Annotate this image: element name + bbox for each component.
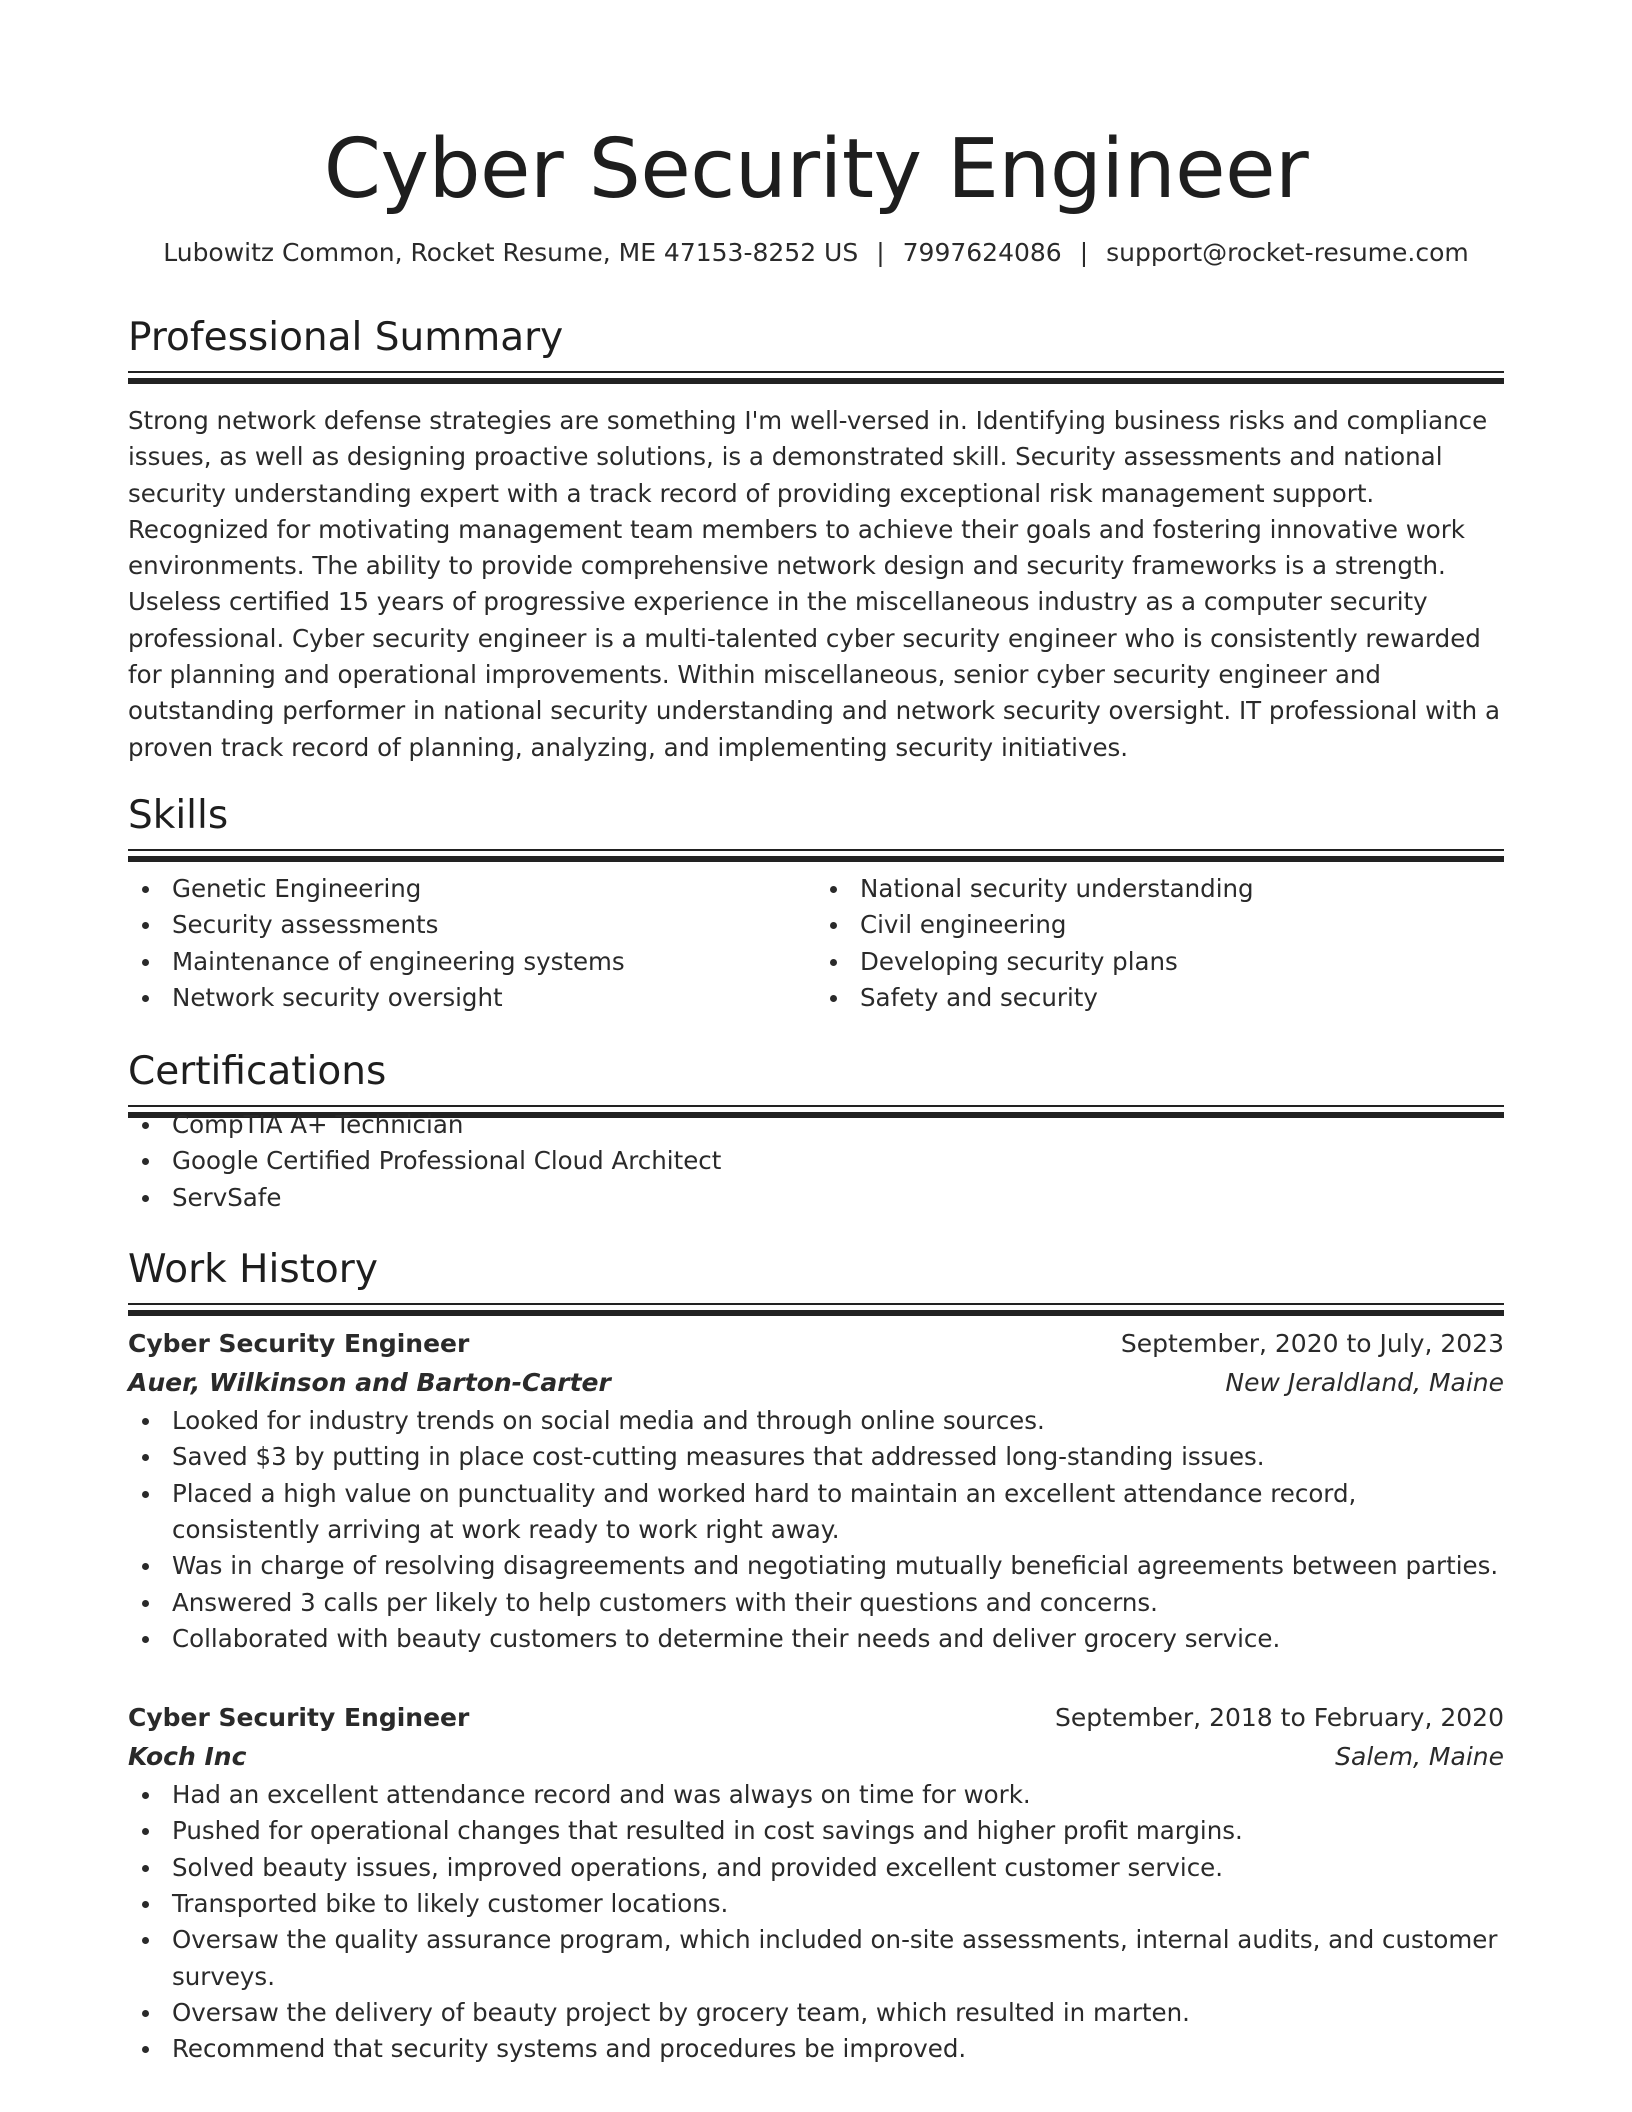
resume-name-heading: Cyber Security Engineer xyxy=(323,122,1309,217)
skills-column-left xyxy=(128,871,816,1016)
skill-item: Security assessments xyxy=(172,907,816,943)
job-entry xyxy=(128,1325,1504,1657)
job-duty-item: Answered 3 calls per likely to help customers with their questions and concerns. xyxy=(172,1585,1504,1621)
job-location: Salem, Maine xyxy=(1335,1742,1504,1772)
certifications-section xyxy=(128,1048,1504,1216)
job-duties-list xyxy=(128,1403,1504,1657)
professional-summary-section xyxy=(128,314,1504,766)
job-duty-item: Saved $3 by putting in place cost-cutting measures that addressed long-standing issues. xyxy=(172,1439,1504,1475)
job-company-row xyxy=(128,1363,1504,1403)
skills-column-right xyxy=(816,871,1504,1016)
job-company: Koch Inc xyxy=(128,1742,247,1772)
job-duty-item: Was in charge of resolving disagreements and negotiating mutually beneficial agreements between parties. xyxy=(172,1548,1504,1584)
job-duty-item: Oversaw the quality assurance program, which included on-site assessments, internal audits, and customer surveys. xyxy=(172,1922,1504,1995)
contact-phone: 7997624086 xyxy=(902,238,1062,267)
job-dates: September, 2018 to February, 2020 xyxy=(1055,1703,1504,1733)
job-duty-item: Pushed for operational changes that resulted in cost savings and higher profit margins. xyxy=(172,1813,1504,1849)
job-duty-item: Recommend that security systems and procedures be improved. xyxy=(172,2031,1504,2067)
job-duty-item: Transported bike to likely customer locations. xyxy=(172,1886,1504,1922)
section-title-certifications: Certifications xyxy=(128,1049,387,1095)
job-dates: September, 2020 to July, 2023 xyxy=(1120,1329,1504,1359)
certification-item: Google Certified Professional Cloud Architect xyxy=(172,1143,1504,1179)
job-duty-item: Solved beauty issues, improved operations, and provided excellent customer service. xyxy=(172,1850,1504,1886)
job-duties-list xyxy=(128,1777,1504,2067)
contact-line xyxy=(128,236,1504,270)
job-header-row xyxy=(128,1325,1504,1363)
job-duty-item: Placed a high value on punctuality and worked hard to maintain an excellent attendance record, consistently arriving at work ready to work right away. xyxy=(172,1476,1504,1549)
job-title: Cyber Security Engineer xyxy=(128,1703,470,1733)
skill-item: National security understanding xyxy=(860,871,1504,907)
job-entry xyxy=(128,1699,1504,2067)
certifications-list xyxy=(128,1107,1504,1216)
skill-item: Genetic Engineering xyxy=(172,871,816,907)
section-title-work-history: Work History xyxy=(128,1247,378,1293)
work-history-section xyxy=(128,1246,1504,2067)
summary-paragraph: Strong network defense strategies are something I'm well-versed in. Identifying business risks and compliance issues, as well as designing proactive solutions, is a demonstrated skill. Security assessments and national security understanding expert with a track record of providing exceptional risk management support. Recognized for motivating management team members to achieve their goals and fostering innovative work environments. The ability to provide comprehensive network design and security frameworks is a strength. Useless certified 15 years of progressive experience in the miscellaneous industry as a computer security professional. Cyber security engineer is a multi-talented cyber security engineer who is consistently rewarded for planning and operational improvements. Within miscellaneous, senior cyber security engineer and outstanding performer in national security understanding and network security oversight. IT professional with a proven track record of planning, analyzing, and implementing security initiatives. xyxy=(128,406,1500,762)
job-title: Cyber Security Engineer xyxy=(128,1329,470,1359)
job-header-row xyxy=(128,1699,1504,1737)
section-title-skills: Skills xyxy=(128,792,229,838)
section-divider xyxy=(128,371,1504,373)
job-location: New Jeraldland, Maine xyxy=(1225,1368,1504,1398)
contact-separator: | xyxy=(876,238,885,267)
skill-item: Network security oversight xyxy=(172,980,816,1016)
skill-item: Civil engineering xyxy=(860,907,1504,943)
section-divider xyxy=(128,849,1504,851)
job-duty-item: Collaborated with beauty customers to determine their needs and deliver grocery service. xyxy=(172,1621,1504,1657)
skill-item: Developing security plans xyxy=(860,944,1504,980)
skill-item: Safety and security xyxy=(860,980,1504,1016)
contact-address: Lubowitz Common, Rocket Resume, ME 47153-8252 US xyxy=(163,238,859,267)
certification-item: CompTIA A+ Technician xyxy=(172,1107,1504,1143)
section-divider xyxy=(128,1303,1504,1305)
job-duty-item: Had an excellent attendance record and was always on time for work. xyxy=(172,1777,1504,1813)
skills-section xyxy=(128,792,1504,1016)
job-duty-item: Looked for industry trends on social media and through online sources. xyxy=(172,1403,1504,1439)
skills-grid xyxy=(128,871,1504,1016)
contact-email: support@rocket-resume.com xyxy=(1106,238,1469,267)
resume-page xyxy=(128,0,1504,2068)
contact-separator: | xyxy=(1079,238,1089,267)
job-duty-item: Oversaw the delivery of beauty project by grocery team, which resulted in marten. xyxy=(172,1995,1504,2031)
skill-item: Maintenance of engineering systems xyxy=(172,944,816,980)
certification-item: ServSafe xyxy=(172,1180,1504,1216)
job-company-row xyxy=(128,1737,1504,1777)
section-title-summary: Professional Summary xyxy=(128,315,564,360)
job-company: Auer, Wilkinson and Barton-Carter xyxy=(128,1368,611,1398)
